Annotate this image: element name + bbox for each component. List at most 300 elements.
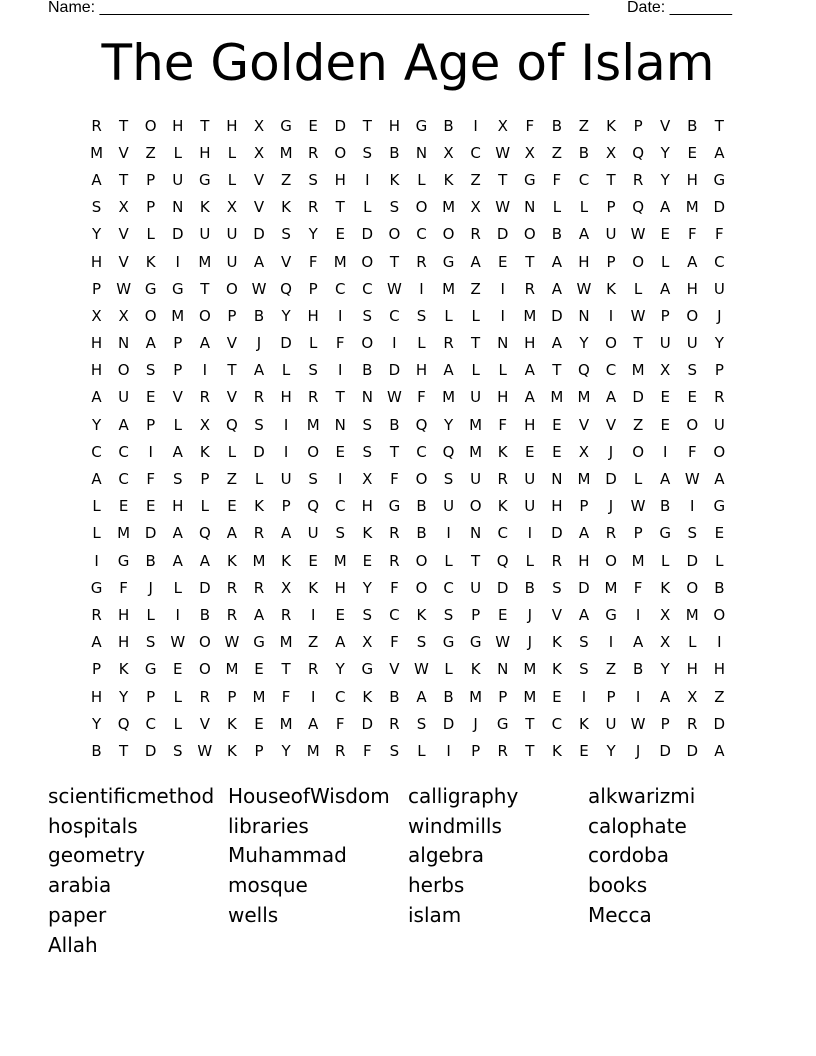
grid-letter: E [335,605,345,624]
grid-letter: E [660,415,670,434]
grid-letter: U [172,170,184,189]
grid-letter: G [388,497,401,516]
grid-letter: V [118,252,129,271]
grid-letter: H [361,497,373,516]
grid-letter: S [579,633,589,652]
grid-letter: R [335,741,346,760]
grid-letter: U [470,470,482,489]
grid-letter: L [444,306,453,325]
grid-letter: K [362,687,373,706]
grid-letter: K [551,741,562,760]
grid-letter: M [90,143,104,162]
grid-letter: Z [605,660,617,679]
grid-letter: S [443,605,454,624]
grid-letter: A [551,252,562,271]
grid-letter: P [579,497,589,516]
grid-letter: I [581,687,587,706]
grid-letter: K [579,714,589,733]
grid-letter: A [416,687,427,706]
grid-letter: N [172,198,184,217]
grid-letter: L [471,361,480,380]
grid-letter: R [470,225,481,244]
grid-letter: E [552,687,562,706]
grid-row [83,629,733,656]
grid-letter: G [253,633,265,652]
grid-letter: S [443,470,454,489]
grid-letter: B [551,225,563,244]
grid-letter: U [226,225,238,244]
grid-letter: R [253,388,265,407]
grid-letter: B [253,306,265,325]
grid-letter: C [551,714,563,733]
word-bank-item: cordoba [588,843,669,868]
grid-letter: T [119,116,129,135]
grid-letter: B [714,578,725,597]
grid-letter: U [524,497,536,516]
grid-letter: B [551,116,563,135]
grid-letter: E [145,388,156,407]
grid-letter: V [172,388,183,407]
grid-letter: L [661,252,670,271]
grid-letter: R [605,524,617,543]
grid-letter: L [417,334,426,353]
grid-letter: H [578,551,590,570]
grid-letter: A [605,388,617,407]
grid-letter: X [91,306,102,325]
grid-letter: F [363,741,372,760]
grid-letter: X [118,198,129,217]
grid-letter: G [659,524,671,543]
grid-letter: S [308,361,318,380]
grid-letter: T [606,170,616,189]
grid-letter: O [415,470,428,489]
grid-letter: P [227,687,237,706]
grid-letter: N [551,470,563,489]
grid-letter: P [498,687,508,706]
grid-row [83,221,733,248]
grid-letter: M [225,660,239,679]
page-title: The Golden Age of Islam [101,34,715,92]
grid-letter: H [117,605,130,624]
grid-letter: E [118,497,129,516]
grid-letter: H [280,388,292,407]
grid-letter: L [92,524,101,543]
grid-letter: A [551,279,562,298]
grid-letter: A [335,633,346,652]
grid-letter: Q [578,361,590,380]
word-bank-item: alkwarizmi [588,783,696,808]
grid-letter: S [362,415,373,434]
grid-letter: O [686,415,699,434]
grid-letter: R [551,551,563,570]
grid-letter: S [389,198,400,217]
grid-letter: I [310,687,316,706]
grid-letter: P [146,198,156,217]
grid-letter: W [495,633,511,652]
grid-letter: I [175,605,180,624]
grid-letter: R [253,578,265,597]
word-bank-item: libraries [228,813,309,838]
grid-letter: D [659,741,671,760]
grid-letter: I [608,633,614,652]
grid-letter: X [660,633,671,652]
grid-letter: O [117,361,130,380]
grid-letter: Q [632,198,644,217]
grid-letter: H [199,143,211,162]
grid-letter: H [117,633,130,652]
grid-letter: L [146,225,155,244]
grid-letter: H [524,334,536,353]
grid-letter: E [335,225,345,244]
word-bank [48,781,768,960]
grid-letter: V [578,415,590,434]
grid-letter: E [254,714,264,733]
grid-letter: X [199,415,210,434]
word-bank-row [48,841,768,871]
grid-letter: R [253,524,265,543]
word-bank-item: algebra [408,843,484,868]
grid-letter: D [686,741,699,760]
grid-letter: I [473,116,478,135]
grid-letter: Z [226,470,238,489]
grid-letter: A [91,633,102,652]
grid-letter: A [578,605,590,624]
grid-letter: R [91,116,102,135]
grid-letter: C [118,470,129,489]
grid-letter: H [578,252,590,271]
grid-letter: S [362,605,373,624]
grid-letter: X [118,306,129,325]
grid-letter: L [525,551,534,570]
grid-letter: A [280,524,292,543]
grid-letter: E [497,252,508,271]
grid-letter: C [605,361,617,380]
grid-letter: O [442,225,455,244]
grid-letter: V [226,334,238,353]
grid-letter: D [280,334,292,353]
grid-letter: K [362,524,373,543]
grid-letter: V [280,252,292,271]
grid-letter: W [684,470,700,489]
grid-letter: T [525,252,535,271]
grid-letter: R [226,578,238,597]
grid-letter: X [253,143,265,162]
grid-letter: W [630,306,646,325]
grid-letter: G [361,660,374,679]
grid-letter: P [254,741,264,760]
grid-letter: S [308,170,318,189]
grid-letter: U [226,252,238,271]
grid-letter: A [714,143,725,162]
grid-letter: B [145,551,156,570]
grid-letter: W [630,714,646,733]
grid-letter: C [335,687,346,706]
grid-letter: D [361,714,374,733]
grid-letter: I [365,170,370,189]
grid-letter: K [660,578,671,597]
grid-letter: Y [281,741,291,760]
grid-letter: T [335,198,345,217]
grid-letter: B [199,605,210,624]
grid-letter: F [715,225,724,244]
grid-letter: K [389,170,400,189]
grid-letter: B [443,687,454,706]
grid-letter: U [470,388,482,407]
grid-letter: L [173,687,182,706]
grid-letter: A [714,741,725,760]
grid-letter: E [687,143,697,162]
grid-letter: E [173,660,183,679]
grid-letter: H [713,660,725,679]
grid-letter: A [199,551,210,570]
grid-letter: F [390,633,399,652]
grid-letter: A [145,334,156,353]
grid-letter: I [338,470,343,489]
grid-letter: T [633,334,643,353]
word-bank-row [48,811,768,841]
grid-letter: Z [308,633,319,652]
grid-letter: P [92,279,102,298]
grid-letter: S [254,415,264,434]
grid-letter: M [577,470,591,489]
grid-letter: I [527,524,532,543]
grid-letter: X [443,143,454,162]
grid-letter: T [714,116,724,135]
grid-letter: C [389,605,400,624]
grid-row [83,166,733,193]
grid-letter: K [606,279,616,298]
grid-letter: V [253,198,265,217]
grid-letter: R [497,741,508,760]
grid-letter: R [687,714,698,733]
grid-row [83,547,733,574]
grid-letter: A [226,524,238,543]
grid-letter: L [200,497,210,516]
grid-letter: A [714,470,725,489]
grid-letter: S [335,524,345,543]
grid-letter: I [635,605,641,624]
grid-letter: H [172,116,184,135]
grid-letter: I [662,442,668,461]
grid-letter: G [713,497,726,516]
grid-letter: D [144,524,157,543]
grid-row [83,112,733,139]
grid-letter: J [148,578,153,597]
grid-letter: S [308,470,318,489]
grid-letter: S [362,306,373,325]
grid-letter: F [633,578,643,597]
grid-letter: Y [606,741,616,760]
grid-letter: S [91,198,102,217]
grid-letter: R [226,605,238,624]
grid-letter: X [362,633,373,652]
grid-letter: M [469,687,483,706]
grid-letter: I [392,334,397,353]
grid-letter: H [551,497,563,516]
word-bank-item: windmills [408,813,502,838]
grid-letter: R [443,334,454,353]
grid-letter: J [608,497,614,516]
grid-letter: T [119,741,129,760]
word-bank-item: Allah [48,932,98,957]
grid-letter: Y [119,687,129,706]
grid-letter: E [497,605,508,624]
grid-letter: A [308,714,319,733]
grid-letter: H [90,687,103,706]
grid-letter: M [279,143,293,162]
grid-letter: C [362,279,373,298]
grid-letter: I [717,633,722,652]
grid-letter: D [144,741,157,760]
word-bank-item: scientificmethod [48,783,215,808]
grid-letter: Y [91,225,102,244]
word-bank-row [48,781,768,811]
grid-letter: E [525,442,535,461]
grid-letter: Z [280,170,292,189]
grid-letter: S [389,741,400,760]
grid-letter: G [442,633,455,652]
grid-letter: U [713,279,725,298]
grid-letter: E [660,388,670,407]
grid-row [83,493,733,520]
grid-letter: A [91,388,102,407]
grid-letter: J [473,714,478,733]
grid-letter: I [500,279,505,298]
grid-row [83,601,733,628]
grid-letter: F [335,334,345,353]
grid-letter: I [446,524,451,543]
grid-letter: P [146,415,156,434]
grid-letter: V [199,714,210,733]
grid-letter: Y [362,578,372,597]
grid-letter: A [172,551,183,570]
grid-letter: G [523,170,536,189]
grid-letter: L [173,415,182,434]
grid-letter: L [471,306,480,325]
grid-letter: Z [578,116,590,135]
grid-letter: F [390,578,399,597]
grid-letter: W [630,497,646,516]
grid-letter: L [254,470,264,489]
grid-letter: F [687,442,697,461]
grid-letter: Q [280,279,292,298]
word-bank-item: arabia [48,873,112,898]
grid-letter: K [118,660,129,679]
grid-letter: M [685,605,699,624]
grid-letter: C [91,442,102,461]
grid-letter: Y [308,225,318,244]
grid-letter: K [254,497,264,516]
grid-letter: U [605,714,617,733]
grid-letter: B [660,497,671,516]
grid-letter: C [443,578,454,597]
grid-letter: L [417,170,426,189]
grid-letter: S [552,578,562,597]
grid-letter: K [281,551,291,570]
grid-letter: A [172,442,183,461]
grid-letter: U [199,225,211,244]
grid-letter: N [334,415,346,434]
grid-letter: K [606,116,616,135]
grid-letter: F [552,170,562,189]
grid-letter: C [335,497,346,516]
grid-letter: L [715,551,724,570]
grid-letter: K [443,170,454,189]
grid-letter: L [688,633,697,652]
grid-letter: G [90,578,103,597]
grid-letter: V [389,660,400,679]
grid-letter: I [148,442,153,461]
grid-letter: M [631,361,645,380]
word-bank-row [48,930,768,960]
grid-row [83,411,733,438]
grid-letter: M [550,388,564,407]
grid-letter: B [416,524,427,543]
grid-letter: V [118,143,129,162]
grid-letter: E [687,388,697,407]
grid-row [83,330,733,357]
grid-letter: O [605,334,617,353]
grid-letter: O [307,442,320,461]
grid-letter: M [171,306,185,325]
grid-letter: I [202,361,208,380]
grid-letter: H [90,334,103,353]
grid-letter: W [495,198,511,217]
grid-letter: U [713,415,725,434]
grid-letter: M [306,415,320,434]
grid-letter: S [687,524,698,543]
grid-letter: V [118,225,129,244]
grid-letter: J [256,334,262,353]
grid-letter: N [415,143,428,162]
word-bank-item: hospitals [48,813,138,838]
grid-letter: R [497,470,508,489]
grid-letter: O [361,334,374,353]
grid-letter: A [524,388,535,407]
grid-letter: W [170,633,186,652]
grid-letter: T [525,741,535,760]
grid-letter: A [660,198,671,217]
grid-letter: R [524,279,535,298]
grid-letter: G [469,633,482,652]
grid-letter: T [525,714,535,733]
grid-letter: M [306,741,320,760]
grid-letter: N [118,334,130,353]
grid-letter: D [578,578,590,597]
grid-letter: B [687,116,698,135]
grid-letter: T [471,334,481,353]
grid-letter: J [527,605,532,624]
grid-letter: Y [660,143,670,162]
grid-letter: Y [579,334,589,353]
grid-letter: S [416,306,427,325]
grid-letter: D [632,388,644,407]
grid-letter: S [416,633,427,652]
grid-letter: E [335,442,345,461]
grid-letter: E [714,524,725,543]
grid-letter: L [444,551,453,570]
word-bank-item: mosque [228,873,308,898]
grid-letter: P [606,252,616,271]
grid-letter: O [144,306,157,325]
grid-letter: U [443,497,455,516]
grid-letter: O [334,143,347,162]
grid-letter: R [307,388,319,407]
grid-letter: L [173,143,182,162]
grid-letter: H [90,252,103,271]
grid-letter: A [470,252,481,271]
word-search-grid [83,112,733,765]
